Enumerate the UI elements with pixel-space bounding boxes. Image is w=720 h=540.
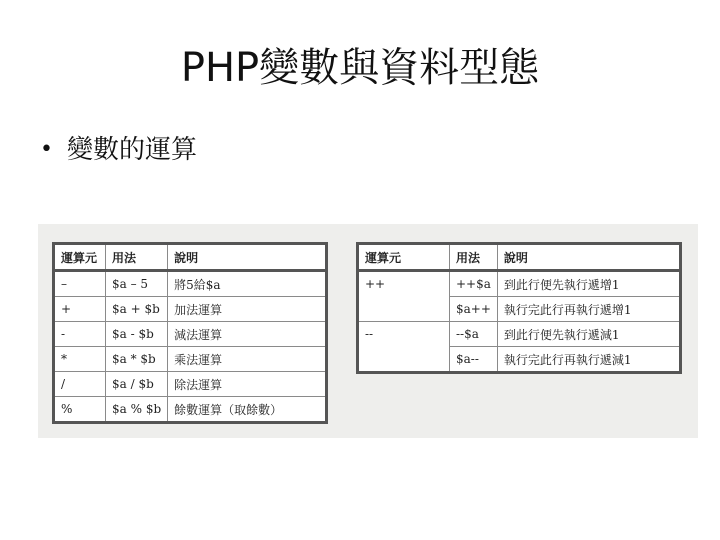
cell-operator: / [54, 372, 106, 397]
table-row [358, 347, 681, 373]
cell-description: 餘數運算（取餘數） [168, 397, 327, 423]
table-row [54, 397, 327, 423]
cell-usage: $a++ [450, 297, 498, 322]
bullet-item [40, 132, 197, 168]
cell-operator: - [54, 322, 106, 347]
cell-description: 到此行便先執行遞減1 [497, 322, 680, 347]
arithmetic-operators-table [52, 242, 328, 424]
cell-description: 減法運算 [168, 322, 327, 347]
header-description: 說明 [497, 244, 680, 271]
header-operator: 運算元 [54, 244, 106, 271]
cell-usage: $a * $b [106, 347, 168, 372]
cell-description: 加法運算 [168, 297, 327, 322]
cell-description: 除法運算 [168, 372, 327, 397]
header-operator: 運算元 [358, 244, 450, 271]
increment-decrement-operators-table [356, 242, 682, 374]
cell-usage: $a – 5 [106, 271, 168, 297]
header-description: 說明 [168, 244, 327, 271]
operator-tables-image [38, 224, 698, 438]
cell-usage: --$a [450, 322, 498, 347]
table-row [54, 271, 327, 297]
table-row [358, 271, 681, 297]
table-header-row [358, 244, 681, 271]
slide-title: PHP變數與資料型態 [180, 45, 540, 91]
cell-operator: -- [358, 322, 450, 347]
cell-usage: $a + $b [106, 297, 168, 322]
cell-description: 到此行便先執行遞增1 [497, 271, 680, 297]
cell-operator: – [54, 271, 106, 297]
cell-operator: % [54, 397, 106, 423]
header-usage: 用法 [106, 244, 168, 271]
cell-operator: ++ [358, 271, 450, 297]
table-row [54, 297, 327, 322]
table-header-row [54, 244, 327, 271]
cell-operator-empty [358, 347, 450, 373]
bullet-text: 變數的運算 [66, 135, 197, 165]
cell-description: 執行完此行再執行遞減1 [497, 347, 680, 373]
table-row [54, 372, 327, 397]
cell-usage: ++$a [450, 271, 498, 297]
table-row [54, 322, 327, 347]
bullet-dot-icon: • [40, 137, 53, 162]
cell-description: 執行完此行再執行遞增1 [497, 297, 680, 322]
cell-operator: + [54, 297, 106, 322]
cell-usage: $a % $b [106, 397, 168, 423]
cell-operator-empty [358, 297, 450, 322]
cell-description: 乘法運算 [168, 347, 327, 372]
table-row [358, 297, 681, 322]
cell-usage: $a / $b [106, 372, 168, 397]
table-row [54, 347, 327, 372]
cell-operator: * [54, 347, 106, 372]
table-row [358, 322, 681, 347]
cell-usage: $a - $b [106, 322, 168, 347]
cell-description: 將5給$a [168, 271, 327, 297]
cell-usage: $a-- [450, 347, 498, 373]
header-usage: 用法 [450, 244, 498, 271]
